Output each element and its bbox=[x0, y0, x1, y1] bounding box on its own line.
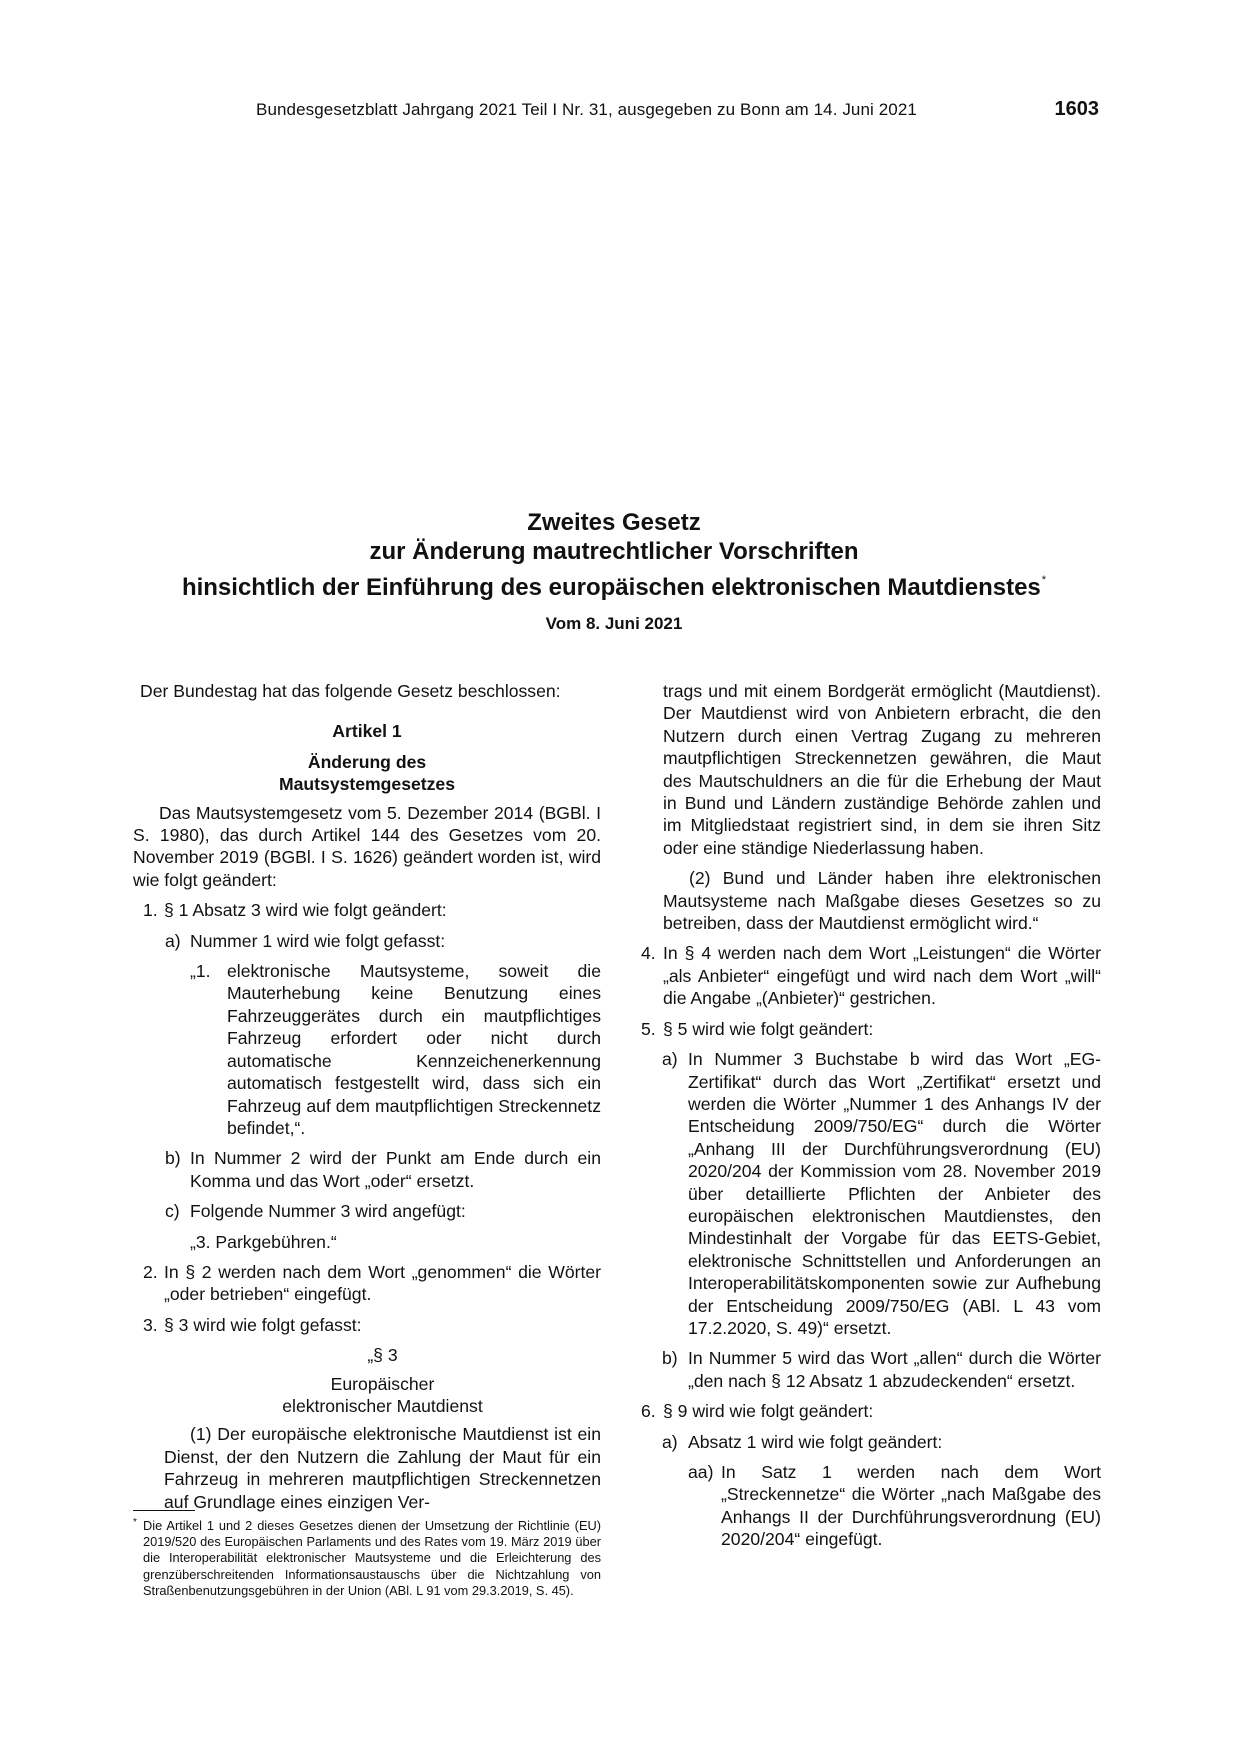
section-paragraph-2: (2) Bund und Länder haben ihre elektronischen Mautsysteme nach Maßgabe dieses Gesetzes so zu betreiben, dass der Mautdienst ermöglicht wird.“ bbox=[663, 868, 1101, 934]
item-number: 3. bbox=[143, 1314, 158, 1335]
list-item bbox=[641, 1431, 1101, 1453]
title-line-1: Zweites Gesetz bbox=[527, 509, 701, 536]
quoted-item bbox=[133, 960, 601, 1139]
item-letter: a) bbox=[662, 1431, 678, 1452]
item-subletter: aa) bbox=[688, 1462, 714, 1482]
item-text: § 9 wird wie folgt geändert: bbox=[663, 1401, 874, 1422]
list-item bbox=[133, 899, 601, 921]
item-letter: b) bbox=[165, 1148, 181, 1169]
footnote-mark: * bbox=[133, 1517, 137, 1528]
item-text: In Satz 1 werden nach dem Wort „Streckennetze“ die Wörter „nach Maßgabe des Anhangs II der Durchführungsverordnung (EU) 2020/204“ eingefügt. bbox=[721, 1462, 1101, 1550]
item-letter: a) bbox=[662, 1049, 678, 1070]
item-letter: a) bbox=[165, 930, 181, 951]
article-title-2: Mautsystemgesetzes bbox=[278, 774, 455, 795]
list-item bbox=[133, 1314, 601, 1336]
list-item bbox=[641, 1400, 1101, 1422]
footnote-text: Die Artikel 1 und 2 dieses Gesetzes dienen der Umsetzung der Richtlinie (EU) 2019/520 des Europäischen Parlaments und des Rates vom 19. März 2019 über die Interoperabilität elektronischer Mautsysteme und die Erleichterung des grenzüberschreitenden Informationsaustauschs über die Nichtzahlung von Straßenbenutzungsgebühren in der Union (ABl. L 91 vom 29.3.2019, S. 45). bbox=[143, 1518, 601, 1598]
item-text: In Nummer 3 Buchstabe b wird das Wort „EG-Zertifikat“ durch das Wort „Zertifikat“ ersetzt und werden die Wörter „Nummer 1 des Anhangs IV der Entscheidung 2009/750/EG“ durch die Wörter „Anhang III der Durchführungsverordnung (EU) 2020/204 der Kommission vom 28. November 2019 über detaillierte Pflichten der Anbieter des europäischen elektronischen Mautdienstes, den Mindestinhalt der Vorgabe für das EETS-Gebiet, elektronische Schnittstellen und Anforderungen an Interoperabilitätskomponenten sowie zur Aufhebung der Entscheidung 2009/750/EG (ABl. L 43 vom 17.2.2020, S. 49)“ ersetzt. bbox=[688, 1049, 1101, 1338]
title-line-3: hinsichtlich der Einführung des europäischen elektronischen Mautdienstes bbox=[181, 574, 1041, 601]
item-text: § 1 Absatz 3 wird wie folgt geändert: bbox=[164, 900, 447, 921]
item-text: In § 4 werden nach dem Wort „Leistungen“ die Wörter „als Anbieter“ eingefügt und wird nach dem Wort „will“ die Angabe „(Anbieter)“ gestrichen. bbox=[663, 943, 1101, 1009]
item-letter: c) bbox=[165, 1201, 180, 1222]
section-title-2: elektronischer Mautdienst bbox=[282, 1395, 483, 1416]
law-date: Vom 8. Juni 2021 bbox=[545, 614, 683, 633]
title-line-3-wrapper bbox=[128, 566, 1100, 602]
item-number: 6. bbox=[641, 1401, 656, 1422]
quoted-number-3: „3. Parkgebühren.“ bbox=[190, 1231, 337, 1252]
item-text: In § 2 werden nach dem Wort „genommen“ die Wörter „oder betrieben“ eingefügt. bbox=[164, 1261, 601, 1305]
item-text: Folgende Nummer 3 wird angefügt: bbox=[190, 1201, 466, 1222]
item-text: Nummer 1 wird wie folgt gefasst: bbox=[190, 930, 446, 951]
section-title-1: Europäischer bbox=[330, 1373, 435, 1394]
page-number: 1603 bbox=[1054, 98, 1099, 120]
list-item bbox=[641, 1018, 1101, 1040]
list-item bbox=[641, 1347, 1101, 1392]
item-number: 2. bbox=[143, 1261, 158, 1282]
item-text: § 3 wird wie folgt gefasst: bbox=[164, 1314, 362, 1335]
item-text: Absatz 1 wird wie folgt geändert: bbox=[688, 1431, 943, 1452]
item-text: § 5 wird wie folgt geändert: bbox=[663, 1018, 874, 1039]
item-number: 5. bbox=[641, 1018, 656, 1039]
quote-number: „1. bbox=[190, 961, 211, 982]
item-text: In Nummer 2 wird der Punkt am Ende durch ein Komma und das Wort „oder“ ersetzt. bbox=[190, 1148, 601, 1191]
section-paragraph-1: (1) Der europäische elektronische Mautdienst ist ein Dienst, der den Nutzern die Zahlung der Maut für ein Fahrzeug in mehreren mautpflichtigen Streckennetzen auf Grundlage eines einzigen Ver- bbox=[164, 1424, 601, 1512]
article-heading: Artikel 1 bbox=[332, 721, 402, 742]
item-letter: b) bbox=[662, 1348, 678, 1369]
quote-text: elektronische Mautsysteme, soweit die Mauterhebung keine Benutzung eines Fahrzeuggerätes durch ein mautpflichtiges Fahrzeug erfordert oder nicht durch automatische Kennzeichenerkennung automatisch festgestellt wird, dass sich ein Fahrzeug auf dem mautpflichtigen Streckennetz befindet,“. bbox=[227, 961, 601, 1138]
footnote-rule bbox=[133, 1510, 195, 1511]
item-text: In Nummer 5 wird das Wort „allen“ durch die Wörter „den nach § 12 Absatz 1 abzudeckenden“ ersetzt. bbox=[688, 1348, 1101, 1391]
title-block bbox=[128, 508, 1100, 602]
article-title-1: Änderung des bbox=[307, 751, 427, 772]
footnote bbox=[133, 1518, 601, 1599]
item-number: 1. bbox=[143, 900, 158, 921]
list-item bbox=[133, 1261, 601, 1306]
preamble: Der Bundestag hat das folgende Gesetz beschlossen: bbox=[140, 681, 561, 701]
item-number: 4. bbox=[641, 943, 656, 964]
running-header: Bundesgesetzblatt Jahrgang 2021 Teil I Nr. 31, ausgegeben zu Bonn am 14. Juni 2021 bbox=[256, 100, 917, 119]
left-column bbox=[133, 680, 601, 1513]
article-intro: Das Mautsystemgesetz vom 5. Dezember 2014 (BGBl. I S. 1980), das durch Artikel 144 des Gesetzes vom 20. November 2019 (BGBl. I S. 1626) geändert worden ist, wird wie folgt geändert: bbox=[133, 802, 601, 890]
right-column bbox=[641, 680, 1101, 1551]
title-footnote-mark[interactable]: * bbox=[1041, 574, 1047, 586]
list-item bbox=[133, 930, 601, 952]
list-item bbox=[133, 1200, 601, 1222]
section-heading: „§ 3 bbox=[367, 1345, 398, 1366]
list-item bbox=[641, 1048, 1101, 1339]
list-item bbox=[133, 1147, 601, 1192]
section-paragraph-1-continued: trags und mit einem Bordgerät ermöglicht (Mautdienst). Der Mautdienst wird von Anbietern erbracht, die den Nutzern durch einen Vertrag Zugang zu mehreren mautpflichtigen Streckennetzen gewähren, die Maut des Mautschuldners an die für die Erhebung der Maut in Bund und Ländern zuständige Behörde zahlen und im Mitgliedstaat registriert sind, in dem sie ihren Sitz oder eine ständige Niederlassung haben. bbox=[663, 681, 1101, 858]
list-item bbox=[641, 942, 1101, 1009]
list-item bbox=[641, 1461, 1101, 1551]
title-line-2: zur Änderung mautrechtlicher Vorschriften bbox=[369, 538, 859, 565]
